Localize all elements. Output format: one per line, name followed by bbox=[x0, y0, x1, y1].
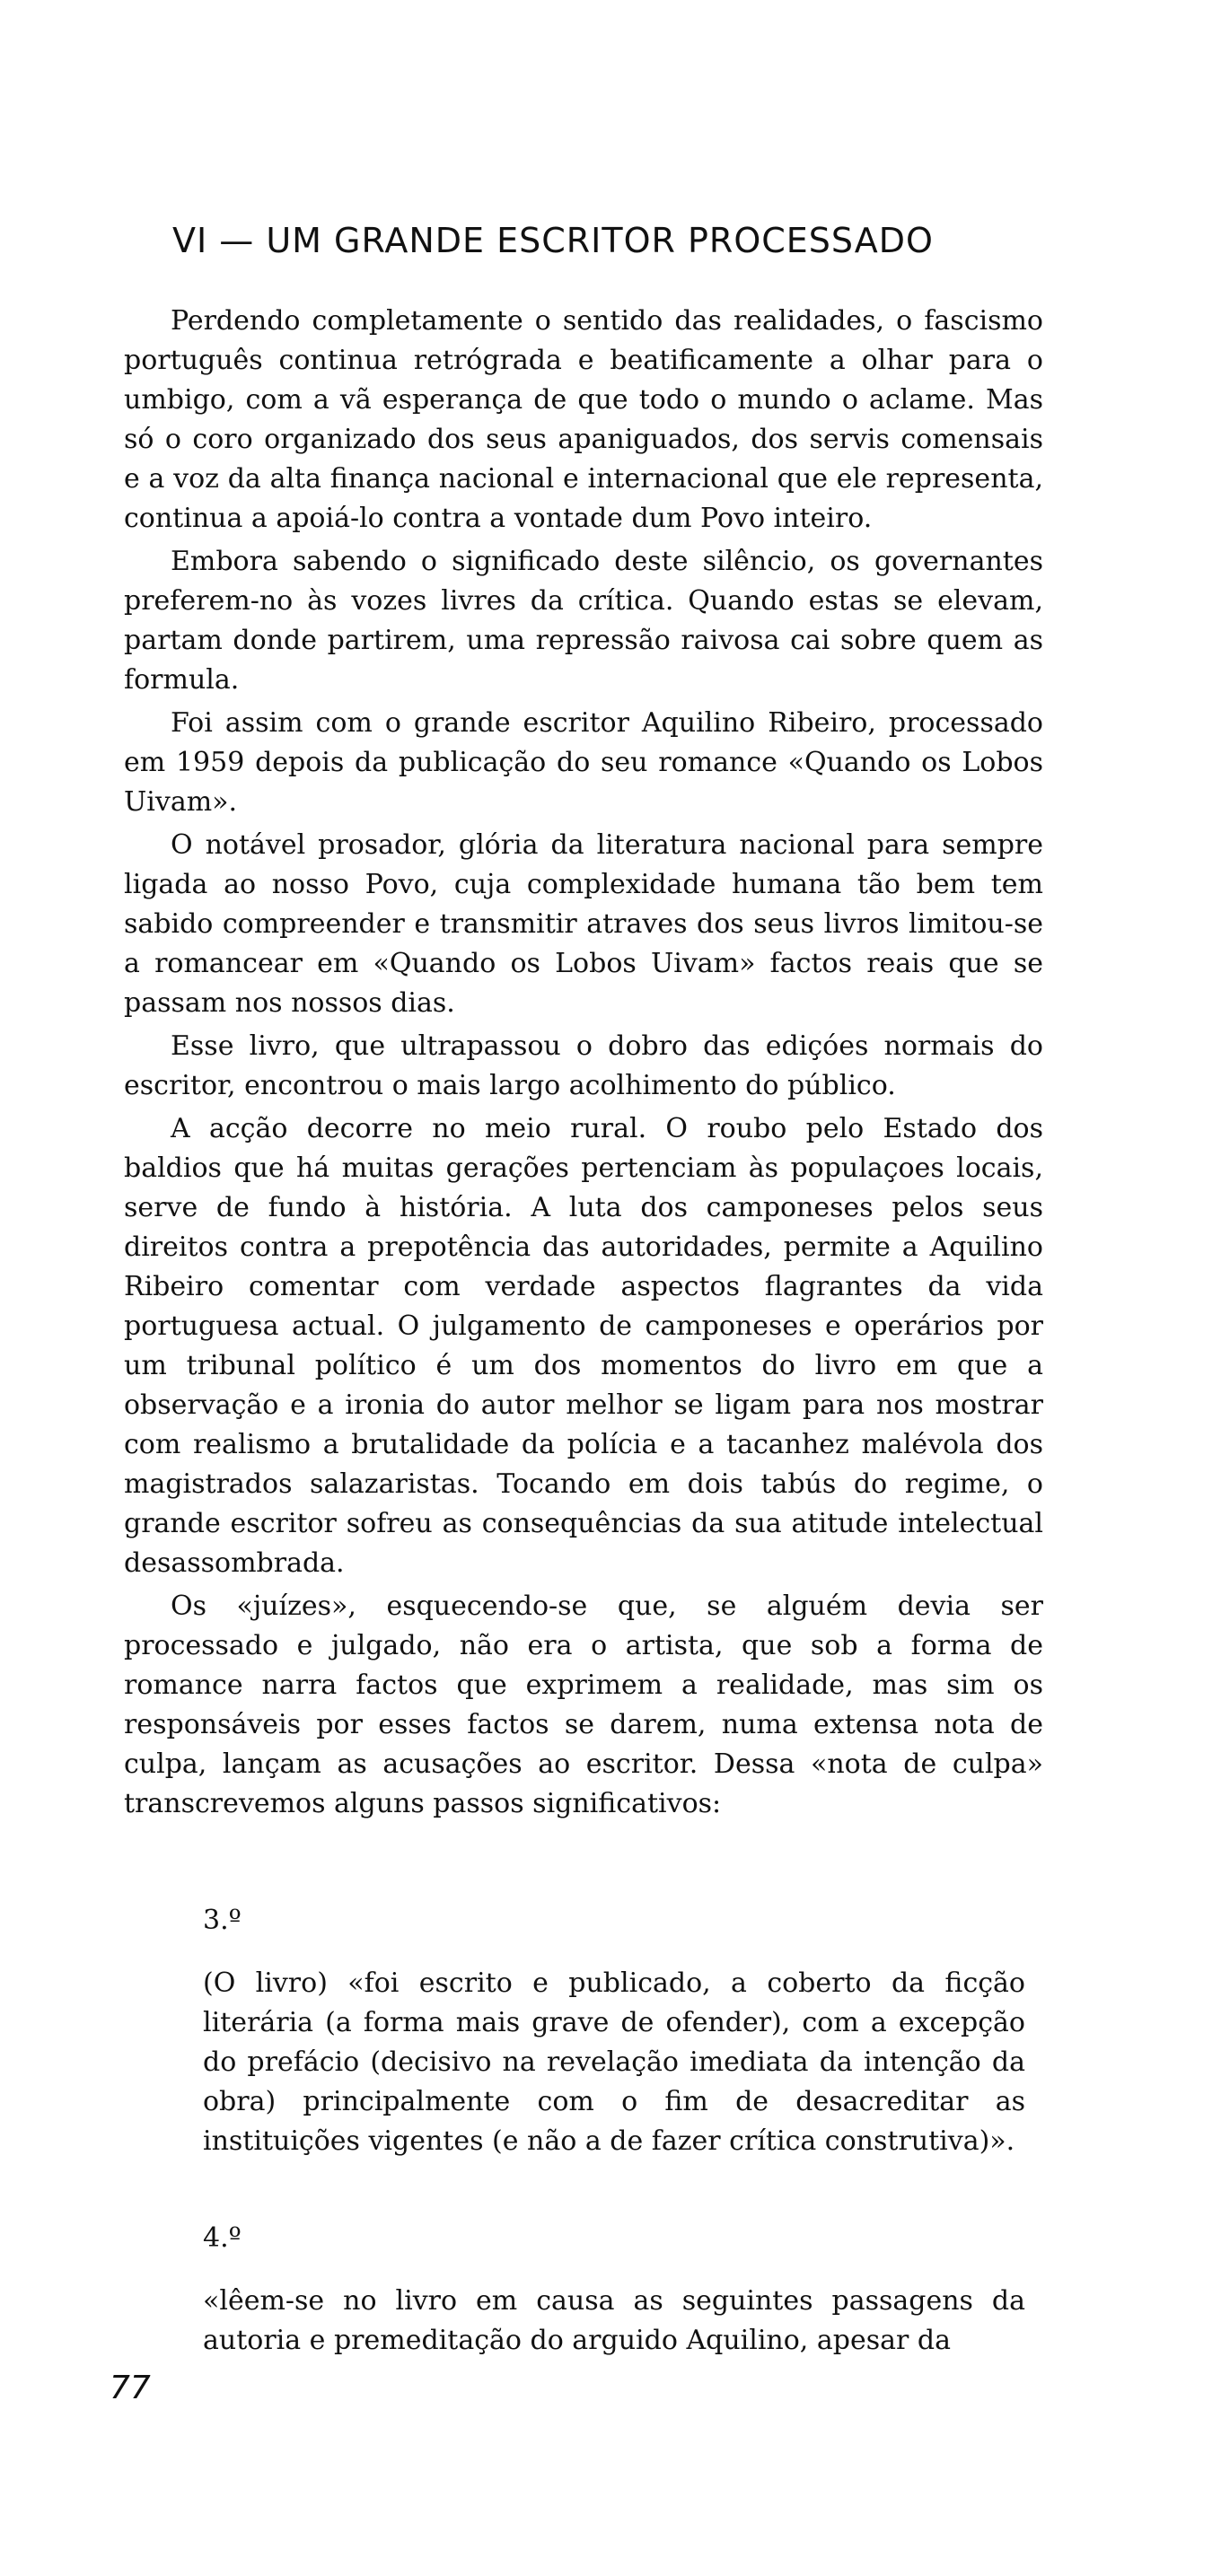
paragraph: O notável prosador, glória da literatura nacional para sempre ligada ao nosso Povo, cuja complexidade humana tão bem tem sabido compreender e transmitir atraves dos seus livros limitou-se a romancear em «Quando os Lobos Uivam» factos reais que se passam nos nossos dias. bbox=[124, 829, 1043, 1019]
citation-number: 4.º bbox=[203, 2222, 242, 2254]
paragraph: Os «juízes», esquecendo-se que, se alguém devia ser processado e julgado, não era o artista, que sob a forma de romance narra factos que exprimem a realidade, mas sim os responsáveis por esses factos se darem, numa extensa nota de culpa, lançam as acusações ao escritor. Dessa «nota de culpa» transcrevemos alguns passos significativos: bbox=[124, 1590, 1043, 1819]
paragraph: Foi assim com o grande escritor Aquilino Ribeiro, processado em 1959 depois da publicação do seu romance «Quando os Lobos Uivam». bbox=[124, 707, 1043, 818]
citation-number: 3.º bbox=[203, 1905, 242, 1936]
paragraph: Embora sabendo o significado deste silêncio, os governantes preferem-no às vozes livres da crítica. Quando estas se elevam, partam donde partirem, uma repressão raivosa cai sobre quem as formula. bbox=[124, 546, 1043, 696]
paragraph: Esse livro, que ultrapassou o dobro das ediçóes normais do escritor, encontrou o mais largo acolhimento do público. bbox=[124, 1030, 1043, 1101]
citation-text: «lêem-se no livro em causa as seguintes passagens da autoria e premeditação do arguido Aquilino, apesar da bbox=[203, 2285, 1025, 2356]
body-text bbox=[124, 302, 1043, 1827]
citation-text: (O livro) «foi escrito e publicado, a coberto da ficção literária (a forma mais grave de ofender), com a excepção do prefácio (decisivo na revelação imediata da intenção da obra) principalmente com o fim de desacreditar as instituições vigentes (e não a de fazer crítica construtiva)». bbox=[203, 1967, 1025, 2157]
chapter-title: VI — UM GRANDE ESCRITOR PROCESSADO bbox=[172, 221, 934, 260]
paragraph: A acção decorre no meio rural. O roubo pelo Estado dos baldios que há muitas gerações pertenciam às populaçoes locais, serve de fundo à história. A luta dos camponeses pelos seus direitos contra a prepotência das autoridades, permite a Aquilino Ribeiro comentar com verdade aspectos flagrantes da vida portuguesa actual. O julgamento de camponeses e operários por um tribunal político é um dos momentos do livro em que a observação e a ironia do autor melhor se ligam para nos mostrar com realismo a brutalidade da polícia e a tacanhez malévola dos magistrados salazaristas. Tocando em dois tabús do regime, o grande escritor sofreu as consequências da sua atitude intelectual desassombrada. bbox=[124, 1113, 1043, 1579]
quoted-charges bbox=[203, 1901, 1025, 2418]
paragraph: Perdendo completamente o sentido das realidades, o fascismo português continua retrógrada e beatificamente a olhar para o umbigo, com a vã esperança de que todo o mundo o aclame. Mas só o coro organizado dos seus apaniguados, dos servis comensais e a voz da alta finança nacional e internacional que ele representa, continua a apoiá-lo contra a vontade dum Povo inteiro. bbox=[124, 305, 1043, 534]
page-number: 77 bbox=[110, 2370, 151, 2406]
